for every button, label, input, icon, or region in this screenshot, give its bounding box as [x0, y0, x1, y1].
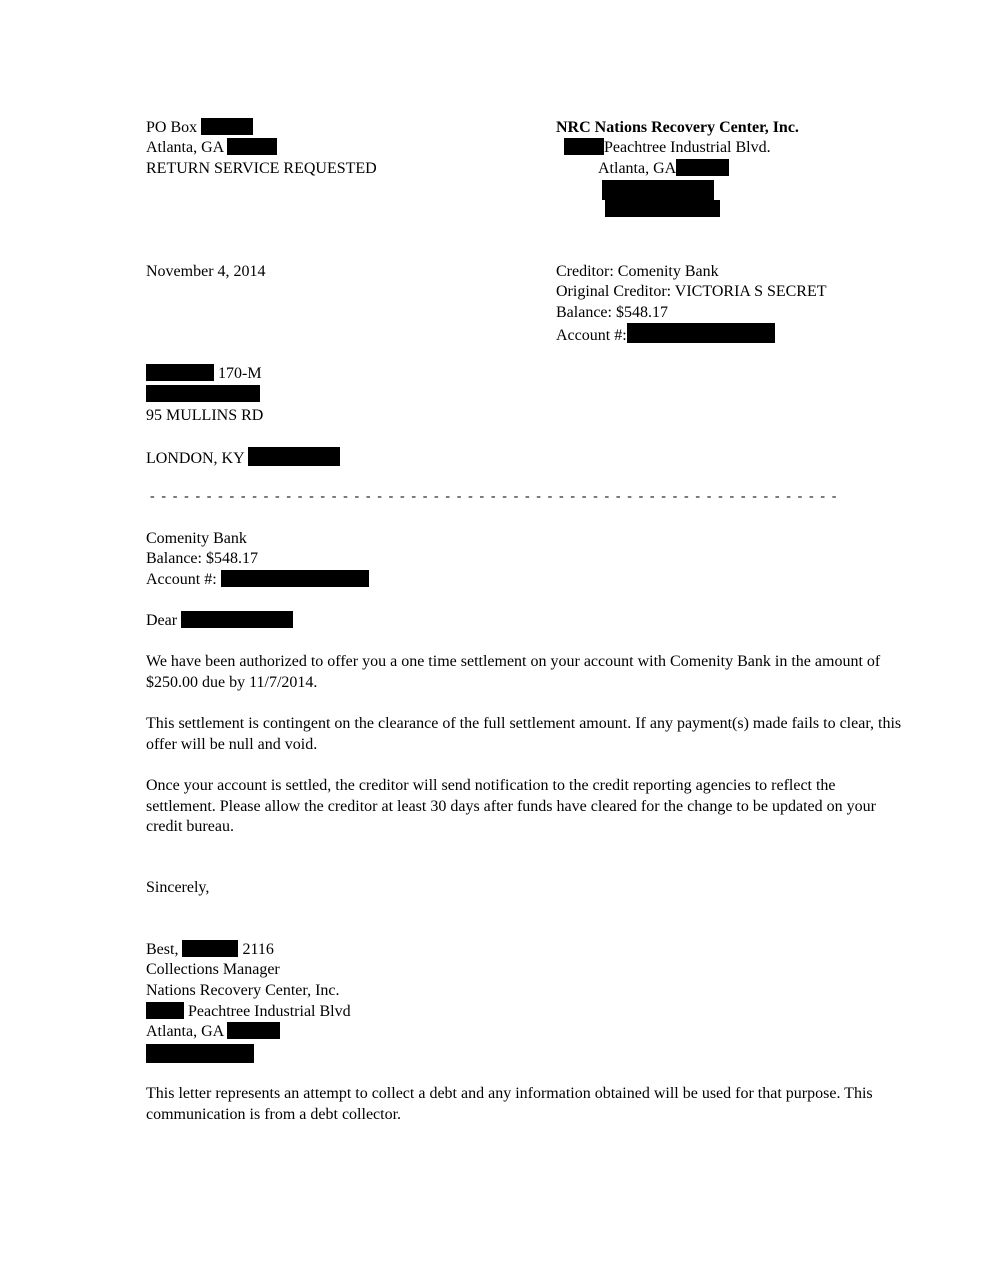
return-city-state: [146, 138, 277, 158]
body-paragraph-reporting: Once your account is settled, the creditor will send notification to the credit reporting agencies to reflect the settlement. Please allow the creditor at least 30 days after funds have cleared for the change to be updated on your credit bureau.: [146, 777, 876, 835]
stub-creditor: Comenity Bank: [146, 530, 247, 547]
original-creditor-line: Original Creditor: VICTORIA S SECRET: [556, 283, 827, 300]
signature-redacted-line: [146, 1044, 254, 1066]
stub-account-number: [146, 570, 369, 590]
balance-line: Balance: $548.17: [556, 304, 668, 321]
signature-city-state: [146, 1022, 280, 1042]
redaction: [227, 1022, 280, 1039]
return-service-requested: RETURN SERVICE REQUESTED: [146, 160, 377, 177]
redaction: [181, 611, 293, 628]
letter-date: November 4, 2014: [146, 263, 266, 280]
redaction: [564, 138, 604, 155]
signature-street-text: Peachtree Industrial Blvd: [188, 1003, 351, 1020]
signature-title: Collections Manager: [146, 961, 280, 978]
recipient-line-1: [146, 364, 262, 384]
redaction: [627, 323, 775, 343]
redaction: [248, 447, 340, 466]
return-po-box: [146, 118, 253, 138]
signature-name-prefix: Best,: [146, 941, 179, 958]
sender-company: NRC Nations Recovery Center, Inc.: [556, 119, 799, 136]
redaction: [182, 940, 238, 957]
signature-city-state-text: Atlanta, GA: [146, 1023, 224, 1040]
sender-city-state: [598, 159, 729, 179]
po-box-label: PO Box: [146, 119, 198, 136]
stub-balance: Balance: $548.17: [146, 550, 258, 567]
redaction: [676, 159, 729, 176]
return-city-state-text: Atlanta, GA: [146, 139, 224, 156]
redaction: [146, 1002, 184, 1019]
recipient-line-1-text: 170-M: [218, 365, 262, 382]
signature-street: [146, 1002, 351, 1022]
sender-street: [564, 138, 771, 158]
body-paragraph-offer: We have been authorized to offer you a one time settlement on your account with Comenity Bank in the amount of $250.00 due by 11/7/2014.: [146, 653, 881, 691]
recipient-city-state-text: LONDON, KY: [146, 450, 245, 467]
signature-company: Nations Recovery Center, Inc.: [146, 982, 340, 999]
salutation: [146, 611, 293, 631]
recipient-street: 95 MULLINS RD: [146, 407, 264, 424]
account-number-line: [556, 323, 775, 346]
signature-name: [146, 940, 274, 960]
account-label: Account #:: [556, 327, 627, 344]
stub-account-label: Account #:: [146, 571, 217, 588]
sender-city-state-text: Atlanta, GA: [598, 160, 677, 177]
sender-redacted-line-2: [605, 200, 720, 220]
closing: Sincerely,: [146, 879, 210, 896]
redaction: [146, 385, 260, 402]
signature-extension: 2116: [242, 941, 274, 958]
salutation-text: Dear: [146, 612, 178, 629]
redaction: [605, 200, 720, 217]
recipient-city-state: [146, 447, 340, 469]
creditor-line: Creditor: Comenity Bank: [556, 263, 719, 280]
recipient-line-2: [146, 385, 260, 405]
redaction: [146, 1044, 254, 1063]
sender-street-text: Peachtree Industrial Blvd.: [604, 139, 771, 156]
redaction: [146, 364, 214, 381]
redaction: [602, 180, 714, 200]
redaction: [221, 570, 369, 587]
redaction: [201, 118, 253, 135]
redaction: [227, 138, 277, 155]
body-paragraph-contingency: This settlement is contingent on the clearance of the full settlement amount. If any payment(s) made fails to clear, this offer will be null and void.: [146, 715, 902, 753]
tear-off-separator: - - - - - - - - - - - - - - - - - - - - - - - - - - - - - - - - - - - - - - - - - - - - - - - - - - - - - - - - - - - - -: [150, 489, 838, 504]
debt-collector-disclaimer: This letter represents an attempt to collect a debt and any information obtained will be used for that purpose. This communication is from a debt collector.: [146, 1085, 873, 1123]
